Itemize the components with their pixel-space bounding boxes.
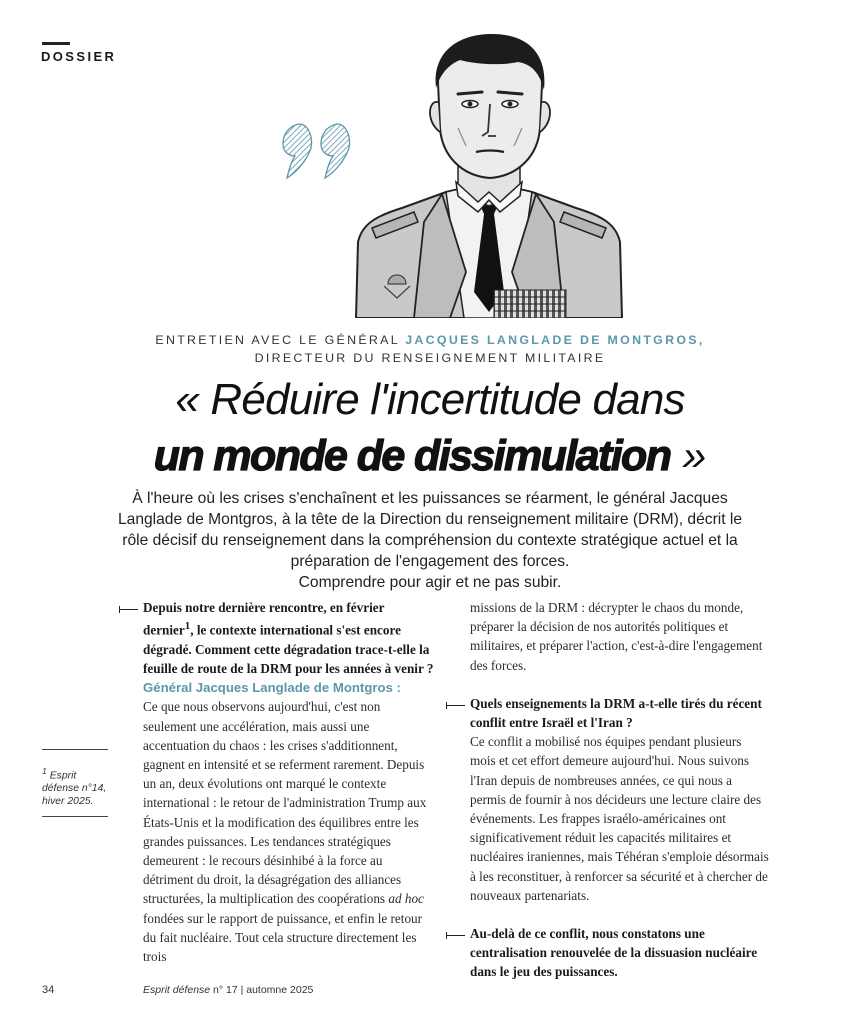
general-portrait-illustration xyxy=(354,32,624,318)
headline-line-1: « Réduire l'incertitude dans xyxy=(175,375,685,424)
section-rule xyxy=(42,42,70,45)
footnote-text: Esprit défense n°14, hiver 2025. xyxy=(42,770,107,807)
question-1-text-end: , le contexte international s'est encore dégradé. Comment cette dégradation trace-t-elle la feuille de route de la DRM pour les années à venir ? xyxy=(143,622,434,676)
answer-1-italic: ad hoc xyxy=(388,891,424,907)
question-3 xyxy=(446,924,770,982)
interview-kicker xyxy=(0,333,860,347)
lede-text: À l'heure où les crises s'enchaînent et les puissances se réarment, le général Jacques Langlade de Montgros, à la tête de la Direction du renseignement militaire (DRM), décrit le rôle décisif du renseignement dans la compréhension du contexte stratégique actuel et la préparation de l'engagement des forces. xyxy=(117,490,743,570)
headline-emphasis: un monde de dissimulation xyxy=(153,432,671,480)
answer-1-part-2: fondées sur le rapport de puissance, et enfin le retour du fait nucléaire. Tout cela structure directement les trois xyxy=(143,910,423,965)
footnote-rule-top xyxy=(42,749,108,750)
answer-1-continued: missions de la DRM : décrypter le chaos du monde, préparer la décision de nos autorités politiques et militaires, et préparer l'action, c'est-à-dire l'engagement des forces. xyxy=(470,600,763,673)
footnote-ref: 1 xyxy=(184,620,191,633)
article-column-right xyxy=(470,598,770,982)
answer-2: Ce conflit a mobilisé nos équipes pendant plusieurs mois et cet effort demeure aujourd'hui. Nous suivons l'Iran depuis de nombreuses années, ce qui nous a permis de fournir à nos décideurs une lecture claire des événements. Les frappes israélo-américaines ont significativement réduit les capacités militaires et nucléaires iraniennes, mais Téhéran s'emploie désormais à les reconstituer, à renforcer sa sécurité et à chercher de nouveaux partenariats. xyxy=(470,734,769,903)
question-1-text-start: Depuis notre dernière rencontre, en février dernier xyxy=(143,600,385,638)
question-1 xyxy=(119,598,435,678)
quote-mark-icon xyxy=(281,122,355,182)
question-3-text: Au-delà de ce conflit, nous constatons une centralisation renouvelée de la dissuasion nucléaire dans le jeu des puissances. xyxy=(470,926,758,980)
answer-1-part-1: Ce que nous observons aujourd'hui, c'est non seulement une accélération, mais aussi une accentuation du chaos : les crises s'additionnent, gagnent en intensité et se referment rarement. Depuis un an, deux évolutions ont marqué le contexte international : le retour de l'administration Trump aux États-Unis et la modification des équilibres entre les grandes puissances. Les tendances stratégiques demeurent : le recours désinhibé à la force au détriment du droit, la désagrégation des alliances structurées, la multiplication des coopérations xyxy=(143,699,427,907)
answer-1 xyxy=(143,697,435,966)
page-number: 34 xyxy=(42,984,55,996)
lede-tagline: Comprendre pour agir et ne pas subir. xyxy=(298,574,562,591)
article-lede xyxy=(110,488,750,593)
footnote xyxy=(42,765,112,808)
question-2-text: Quels enseignements la DRM a-t-elle tirés du récent conflit entre Israël et l'Iran ? xyxy=(470,695,762,731)
question-marker xyxy=(446,935,465,936)
question-2 xyxy=(446,694,770,732)
section-label: DOSSIER xyxy=(41,49,117,64)
article-column-left xyxy=(143,598,435,966)
publication-name: Esprit défense xyxy=(143,984,211,996)
interviewee-name: JACQUES LANGLADE DE MONTGROS, xyxy=(405,333,705,347)
kicker-prefix: ENTRETIEN AVEC LE GÉNÉRAL xyxy=(155,333,400,347)
headline-line-2 xyxy=(0,428,860,484)
headline-closing-quote: » xyxy=(682,432,707,480)
question-marker xyxy=(446,705,465,706)
question-marker xyxy=(119,609,138,610)
publication-line xyxy=(143,984,313,996)
interviewee-role: DIRECTEUR DU RENSEIGNEMENT MILITAIRE xyxy=(254,351,606,365)
footnote-number: 1 xyxy=(42,766,47,776)
speaker-label: Général Jacques Langlade de Montgros : xyxy=(143,680,401,696)
footnote-rule-bottom xyxy=(42,816,108,817)
issue-info: n° 17 | automne 2025 xyxy=(213,984,314,996)
